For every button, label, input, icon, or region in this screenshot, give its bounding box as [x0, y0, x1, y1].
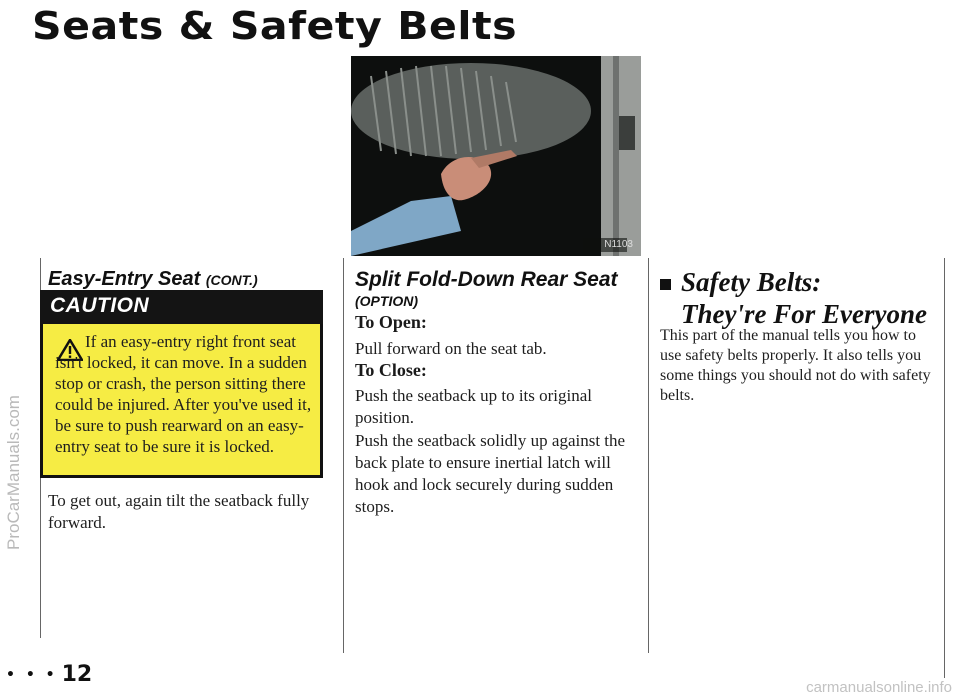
safety-belts-title-line2: They're For Everyone — [681, 299, 927, 329]
caution-label: CAUTION — [50, 294, 150, 317]
to-open-text: Pull forward on the seat tab. — [355, 339, 547, 358]
watermark-side: ProCarManuals.com — [4, 395, 23, 550]
seat-tab-photo — [351, 56, 641, 256]
to-close-text-2: Push the seatback solidly up against the back plate to ensure inertial latch will hook and lock securely during sudden stops. — [355, 431, 626, 516]
continued-label: (CONT.) — [205, 272, 258, 288]
square-bullet-icon — [660, 279, 671, 290]
safety-belts-paragraph: This part of the manual tells you how to use safety belts properly. It also tells you some things you should not do with safety belts. — [660, 327, 931, 404]
page-number-value: 12 — [61, 662, 93, 687]
to-close-heading: To Close: — [355, 360, 427, 380]
photo-code: N1103 — [604, 239, 633, 250]
caution-header-bar — [40, 290, 323, 324]
safety-belts-title-line1: Safety Belts: — [681, 267, 822, 297]
section-title-easy-entry — [48, 268, 258, 291]
page-number — [6, 662, 92, 687]
section-title-safety-belts — [660, 266, 927, 330]
column-divider-far-right — [944, 258, 945, 678]
to-close-text-1: Push the seatback up to its original position. — [355, 386, 593, 427]
section-title-split-seat: Split Fold-Down Rear Seat — [355, 268, 618, 291]
easy-entry-title: Easy-Entry Seat — [48, 268, 201, 290]
column-divider-middle — [343, 258, 344, 653]
to-open-heading: To Open: — [355, 312, 427, 332]
column-divider-right — [648, 258, 649, 653]
get-out-paragraph: To get out, again tilt the seatback fully forward. — [48, 491, 310, 532]
caution-text: If an easy-entry right front seat isn't locked, it can move. In a sudden stop or crash, the person sitting there could be injured. After you've used it, be sure to push rearward on an easy-entry seat to be sure it is locked. — [55, 332, 312, 456]
page-dots: • • • — [6, 667, 58, 683]
seat-tab-photo-illustration — [351, 56, 641, 256]
page-title: Seats & Safety Belts — [32, 4, 518, 48]
watermark-bottom: carmanualsonline.info — [806, 679, 952, 696]
caution-box — [40, 290, 323, 478]
option-label: (OPTION) — [355, 293, 418, 309]
